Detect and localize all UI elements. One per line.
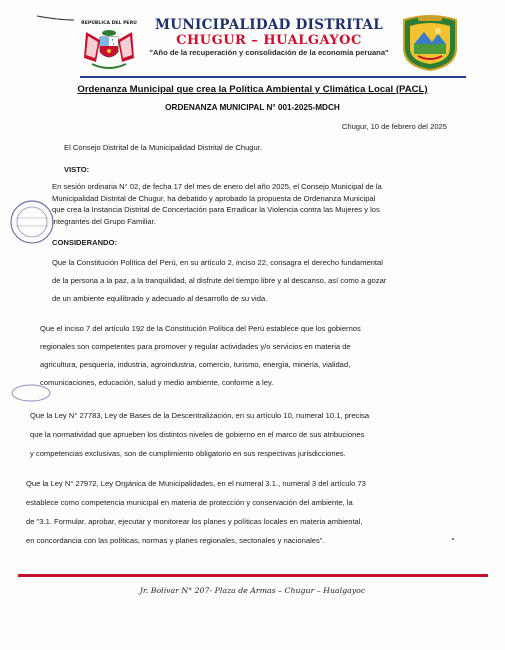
crest-caption: REPÚBLICA DEL PERÚ (81, 21, 137, 26)
municipality-name: MUNICIPALIDAD DISTRITAL (155, 17, 383, 33)
paragraph-line: de un ambiente equilibrado y adecuado al desarrollo de su vida. (52, 294, 268, 303)
ordinance-number: ORDENANZA MUNICIPAL N° 001-2025-MDCH (165, 103, 340, 112)
footer-address: Jr. Bolívar N° 207- Plaza de Armas – Chugur – Hualgayoc (139, 586, 366, 595)
peru-coat-of-arms-icon (78, 18, 140, 74)
paragraph-line: comunicaciones, educación, salud y medio ambiente, conforme a ley. (40, 378, 274, 387)
paragraph-line: Que la Ley N° 27972, Ley Orgánica de Municipalidades, en el numeral 3.1., numeral 3 del artículo 73 (26, 479, 366, 488)
paragraph-line: Que el inciso 7 del artículo 192 de la Constitución Política del Perú establece que los gobiernos (40, 324, 361, 333)
paragraph-line: regionales son competentes para promover y regular actividades y/o servicios en materia de (40, 342, 351, 351)
header-divider (80, 76, 466, 78)
document-date: Chugur, 10 de febrero del 2025 (341, 122, 447, 131)
visto-heading: VISTO: (64, 165, 90, 174)
paragraph-line: de "3.1. Formular, aprobar, ejecutar y monitorear los planes y políticas locales en materia ambiental, (26, 517, 363, 526)
paragraph-line: que la normatividad que aprueben los distintos niveles de gobierno en el marco de sus atribuciones (30, 430, 365, 439)
pen-mark (36, 14, 76, 22)
paragraph-line: y competencias exclusivas, son de cumplimiento obligatorio en sus respectivas jurisdicciones. (30, 449, 346, 458)
ink-dot (452, 538, 454, 540)
paragraph-4 (26, 474, 492, 550)
visto-line: que crea la Instancia Distrital de Concertación para Erradicar la Violencia contra las Mujeres y los (52, 205, 380, 215)
paragraph-line: establece como competencia municipal en materia de protección y conservación del ambiente, la (26, 498, 353, 507)
paragraph-2 (40, 320, 492, 392)
footer-divider (18, 574, 488, 577)
paragraph-1 (52, 254, 492, 308)
municipal-shield-icon (398, 14, 462, 72)
paragraph-line: de la persona a la paz, a la tranquilidad, al disfrute del tiempo libre y al descanso, así como a gozar (52, 276, 387, 285)
paragraph-line: Que la Constitución Política del Perú, en su artículo 2, inciso 22, consagra el derecho fundamental (52, 258, 383, 267)
stamp-mark-icon (10, 383, 52, 403)
ordinance-title: Ordenanza Municipal que crea la Política Ambiental y Climática Local (PACL) (77, 84, 428, 95)
paragraph-line: agricultura, pesquería, industria, agroindustria, comercio, turismo, energía, minería, vialidad, (40, 360, 351, 369)
municipality-place: CHUGUR – HUALGAYOC (176, 33, 362, 48)
year-motto: "Año de la recuperación y consolidación de la economía peruana" (149, 48, 389, 57)
considerando-heading: CONSIDERANDO: (52, 238, 117, 247)
paragraph-3 (30, 406, 492, 463)
paragraph-line: Que la Ley N° 27783, Ley de Bases de la Descentralización, en su artículo 10, numeral 10.1, precisa (30, 411, 370, 420)
council-line: El Consejo Distrital de la Municipalidad Distrital de Chugur. (64, 143, 262, 152)
visto-line: Municipalidad Distrital de Chugur, ha debatido y aprobado la propuesta de Ordenanza Municipal (52, 193, 376, 203)
municipal-seal-stamp-icon (8, 198, 56, 246)
visto-paragraph (52, 181, 482, 227)
visto-line: En sesión ordinaria N° 02, de fecha 17 del mes de enero del año 2025, el Consejo Municipal de la (52, 182, 382, 191)
visto-line: integrantes del Grupo Familiar. (52, 216, 156, 226)
paragraph-line: en concordancia con las políticas, normas y planes regionales, sectoriales y nacionales". (26, 536, 325, 545)
letterhead (140, 18, 398, 58)
